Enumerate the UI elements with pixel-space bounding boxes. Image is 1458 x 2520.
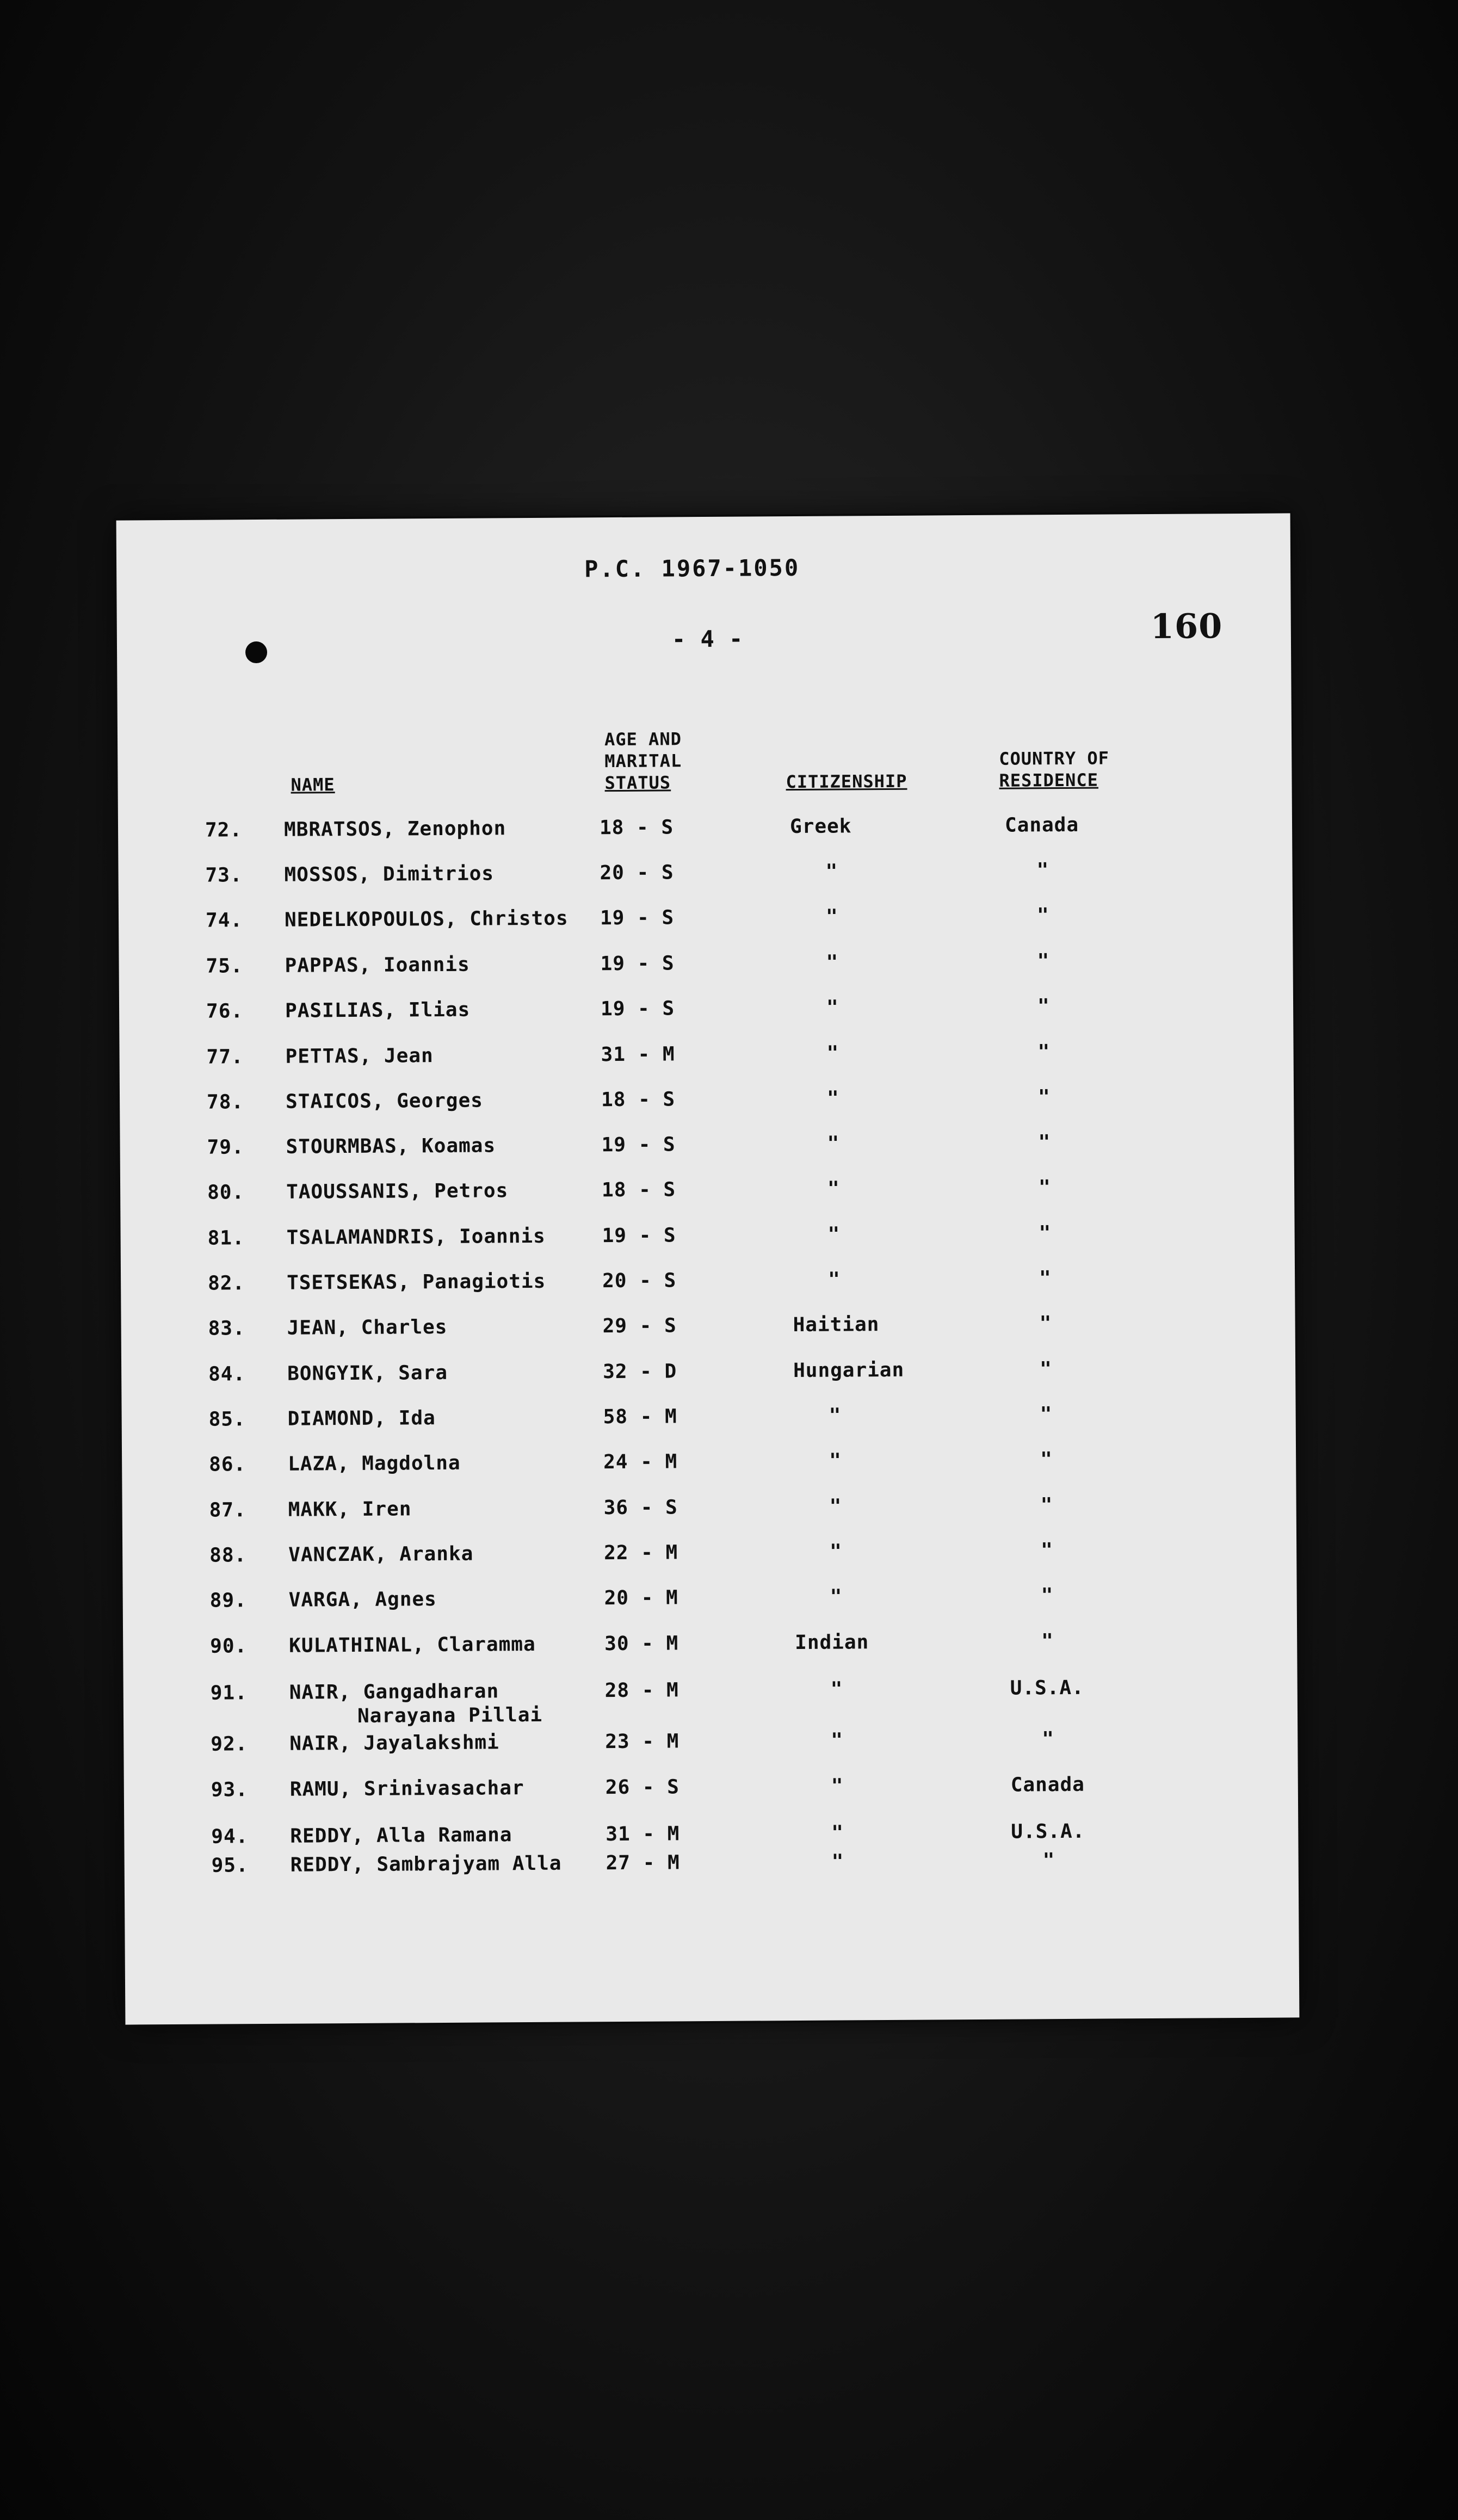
document-content <box>116 513 1300 2024</box>
applicant-name: STOURMBAS, Koamas <box>286 1134 496 1158</box>
list-item <box>120 1084 1294 1135</box>
applicant-name: NAIR, Gangadharan <box>289 1680 499 1704</box>
citizenship: " <box>827 1177 840 1200</box>
age-marital-status: 58 - M <box>603 1405 677 1429</box>
applicant-name: REDDY, Alla Ramana <box>290 1824 512 1848</box>
column-header-age-line3: STATUS <box>604 772 671 794</box>
applicant-name: DIAMOND, Ida <box>287 1407 436 1430</box>
entry-number: 92. <box>211 1733 248 1756</box>
applicant-name: MOSSOS, Dimitrios <box>284 862 495 886</box>
list-item <box>123 1628 1297 1679</box>
citizenship: " <box>830 1585 843 1608</box>
list-item <box>121 1265 1295 1316</box>
list-item <box>118 857 1292 908</box>
country-of-residence: U.S.A. <box>1010 1676 1084 1700</box>
column-header-name <box>291 774 335 795</box>
age-marital-status: 20 - S <box>600 861 674 885</box>
list-item <box>121 1220 1295 1271</box>
entry-number: 89. <box>209 1589 247 1612</box>
column-header-residence-line1: COUNTRY OF <box>999 748 1110 769</box>
citizenship: " <box>830 1540 842 1563</box>
country-of-residence: " <box>1040 1494 1053 1517</box>
country-of-residence: " <box>1036 859 1049 882</box>
list-item <box>121 1311 1295 1361</box>
country-of-residence: " <box>1036 904 1049 927</box>
applicant-name: TSALAMANDRIS, Ioannis <box>286 1225 546 1249</box>
applicant-name: LAZA, Magdolna <box>288 1452 461 1475</box>
punch-hole <box>245 641 267 663</box>
applicant-name: TAOUSSANIS, Petros <box>286 1179 509 1203</box>
applicant-name: STAICOS, Georges <box>285 1089 484 1113</box>
applicant-name: PAPPAS, Ioannis <box>285 953 470 977</box>
age-marital-status: 19 - S <box>600 906 675 930</box>
age-marital-status: 20 - S <box>602 1269 677 1293</box>
list-item <box>122 1447 1296 1497</box>
applicant-name: NAIR, Jayalakshmi <box>289 1731 499 1755</box>
entry-number: 83. <box>208 1317 245 1340</box>
age-marital-status: 36 - S <box>603 1496 678 1520</box>
list-item <box>123 1675 1298 1726</box>
age-marital-status: 19 - S <box>600 952 675 975</box>
list-item <box>119 1039 1293 1090</box>
order-in-council-number: P.C. 1967-1050 <box>584 554 800 583</box>
entry-number: 84. <box>208 1363 246 1386</box>
country-of-residence: " <box>1037 1086 1051 1109</box>
country-of-residence: " <box>1038 1131 1051 1154</box>
list-item <box>119 948 1293 999</box>
list-item <box>124 1772 1298 1823</box>
column-header-age-status <box>604 728 682 794</box>
entry-number: 95. <box>211 1854 249 1877</box>
age-marital-status: 32 - D <box>603 1360 677 1383</box>
entry-number: 73. <box>205 864 243 887</box>
citizenship: " <box>831 1775 844 1798</box>
list-item <box>122 1492 1296 1543</box>
column-header-citizenship <box>786 770 907 793</box>
entry-number: 79. <box>207 1136 244 1159</box>
column-header-residence-line2: RESIDENCE <box>999 769 1099 791</box>
age-marital-status: 24 - M <box>603 1450 678 1474</box>
country-of-residence: " <box>1042 1728 1055 1751</box>
list-item <box>120 1175 1294 1225</box>
age-marital-status: 26 - S <box>605 1776 679 1799</box>
age-marital-status: 20 - M <box>604 1586 678 1610</box>
entry-number: 81. <box>207 1227 245 1250</box>
country-of-residence: Canada <box>1010 1773 1085 1796</box>
list-item <box>123 1726 1298 1777</box>
column-header-residence <box>999 747 1109 791</box>
applicant-name: JEAN, Charles <box>287 1315 448 1339</box>
page-marker: - 4 - <box>671 625 744 653</box>
citizenship: " <box>826 951 839 974</box>
list-item <box>123 1583 1297 1633</box>
country-of-residence: " <box>1040 1448 1053 1471</box>
citizenship: " <box>830 1678 843 1701</box>
entry-number: 88. <box>209 1544 247 1567</box>
age-marital-status: 28 - M <box>604 1679 679 1702</box>
column-header-citizenship-label: CITIZENSHIP <box>786 770 907 793</box>
citizenship: " <box>826 1087 839 1110</box>
country-of-residence: " <box>1038 1176 1051 1199</box>
age-marital-status: 27 - M <box>606 1851 680 1875</box>
citizenship: " <box>829 1404 842 1427</box>
country-of-residence: " <box>1040 1403 1053 1426</box>
list-item <box>118 812 1292 863</box>
age-marital-status: 18 - S <box>601 1178 676 1202</box>
applicant-name: PETTAS, Jean <box>285 1045 434 1068</box>
list-item <box>119 993 1293 1044</box>
citizenship: Hungarian <box>793 1358 905 1382</box>
entry-number: 80. <box>207 1181 245 1204</box>
age-marital-status: 19 - S <box>600 997 675 1021</box>
column-header-age-line2: MARITAL <box>604 750 682 772</box>
entry-number: 85. <box>208 1408 246 1431</box>
entry-number: 90. <box>210 1635 248 1658</box>
applicant-name: MBRATSOS, Zenophon <box>283 817 506 841</box>
country-of-residence: " <box>1042 1849 1055 1872</box>
entry-number: 87. <box>209 1499 246 1522</box>
list-item <box>122 1537 1296 1588</box>
list-item <box>122 1401 1296 1452</box>
list-item <box>119 903 1293 953</box>
age-marital-status: 29 - S <box>602 1314 677 1338</box>
document-page <box>116 513 1300 2024</box>
age-marital-status: 18 - S <box>601 1088 676 1111</box>
entry-number: 86. <box>209 1453 246 1476</box>
entry-number: 75. <box>206 955 243 978</box>
applicant-name: TSETSEKAS, Panagiotis <box>287 1270 546 1294</box>
applicant-name: RAMU, Srinivasachar <box>289 1777 524 1801</box>
citizenship: Indian <box>795 1631 869 1654</box>
applicant-name: MAKK, Iren <box>288 1498 412 1521</box>
country-of-residence: " <box>1039 1222 1052 1245</box>
folio-number: 160 <box>1150 606 1223 647</box>
list-item <box>120 1129 1294 1180</box>
citizenship: " <box>825 905 838 928</box>
age-marital-status: 23 - M <box>605 1730 679 1753</box>
citizenship: " <box>831 1850 844 1873</box>
applicant-name: VANCZAK, Aranka <box>288 1542 474 1566</box>
citizenship: " <box>826 1042 839 1065</box>
entry-number: 94. <box>211 1825 249 1848</box>
citizenship: " <box>831 1821 844 1844</box>
age-marital-status: 30 - M <box>604 1632 679 1656</box>
country-of-residence: " <box>1041 1630 1054 1653</box>
entry-number: 77. <box>206 1046 244 1068</box>
column-header-age-line1: AGE AND <box>604 728 682 750</box>
country-of-residence: " <box>1037 995 1050 1018</box>
age-marital-status: 22 - M <box>604 1541 678 1565</box>
citizenship: " <box>827 1268 841 1291</box>
country-of-residence: Canada <box>1004 813 1079 837</box>
age-marital-status: 31 - M <box>601 1043 675 1066</box>
age-marital-status: 18 - S <box>599 816 674 839</box>
citizenship: Greek <box>789 815 852 838</box>
entry-number: 91. <box>210 1682 248 1704</box>
column-header-name-label: NAME <box>291 774 335 795</box>
applicant-name: PASILIAS, Ilias <box>285 998 471 1022</box>
country-of-residence: " <box>1041 1539 1053 1562</box>
applicant-name: NEDELKOPOULOS, Christos <box>284 907 569 931</box>
country-of-residence: " <box>1040 1358 1052 1381</box>
entry-number: 93. <box>211 1778 248 1801</box>
applicant-name: REDDY, Sambrajyam Alla <box>290 1852 562 1876</box>
country-of-residence: " <box>1039 1267 1052 1290</box>
entry-number: 74. <box>205 909 243 932</box>
entry-number: 78. <box>206 1091 244 1114</box>
citizenship: " <box>831 1729 844 1752</box>
entry-number: 72. <box>205 819 243 842</box>
citizenship: " <box>825 860 838 883</box>
applicant-name: BONGYIK, Sara <box>287 1361 448 1385</box>
applicant-name: KULATHINAL, Claramma <box>289 1633 536 1657</box>
country-of-residence: " <box>1037 1041 1051 1064</box>
country-of-residence: " <box>1039 1312 1052 1335</box>
age-marital-status: 19 - S <box>601 1133 676 1157</box>
citizenship: " <box>827 1132 840 1155</box>
age-marital-status: 19 - S <box>602 1224 676 1247</box>
country-of-residence: " <box>1041 1584 1054 1607</box>
applicant-name-continued: Narayana Pillai <box>357 1703 543 1727</box>
country-of-residence: " <box>1037 950 1050 973</box>
citizenship: " <box>827 1223 841 1246</box>
applicant-name: VARGA, Agnes <box>288 1588 437 1611</box>
entry-number: 76. <box>206 1000 244 1023</box>
citizenship: " <box>829 1495 842 1518</box>
list-item <box>125 1848 1299 1898</box>
entry-number: 82. <box>208 1272 245 1295</box>
citizenship: Haitian <box>793 1313 880 1337</box>
citizenship: " <box>826 996 839 1019</box>
age-marital-status: 31 - M <box>606 1823 680 1846</box>
country-of-residence: U.S.A. <box>1011 1820 1085 1843</box>
list-item <box>121 1356 1295 1407</box>
citizenship: " <box>829 1449 842 1472</box>
